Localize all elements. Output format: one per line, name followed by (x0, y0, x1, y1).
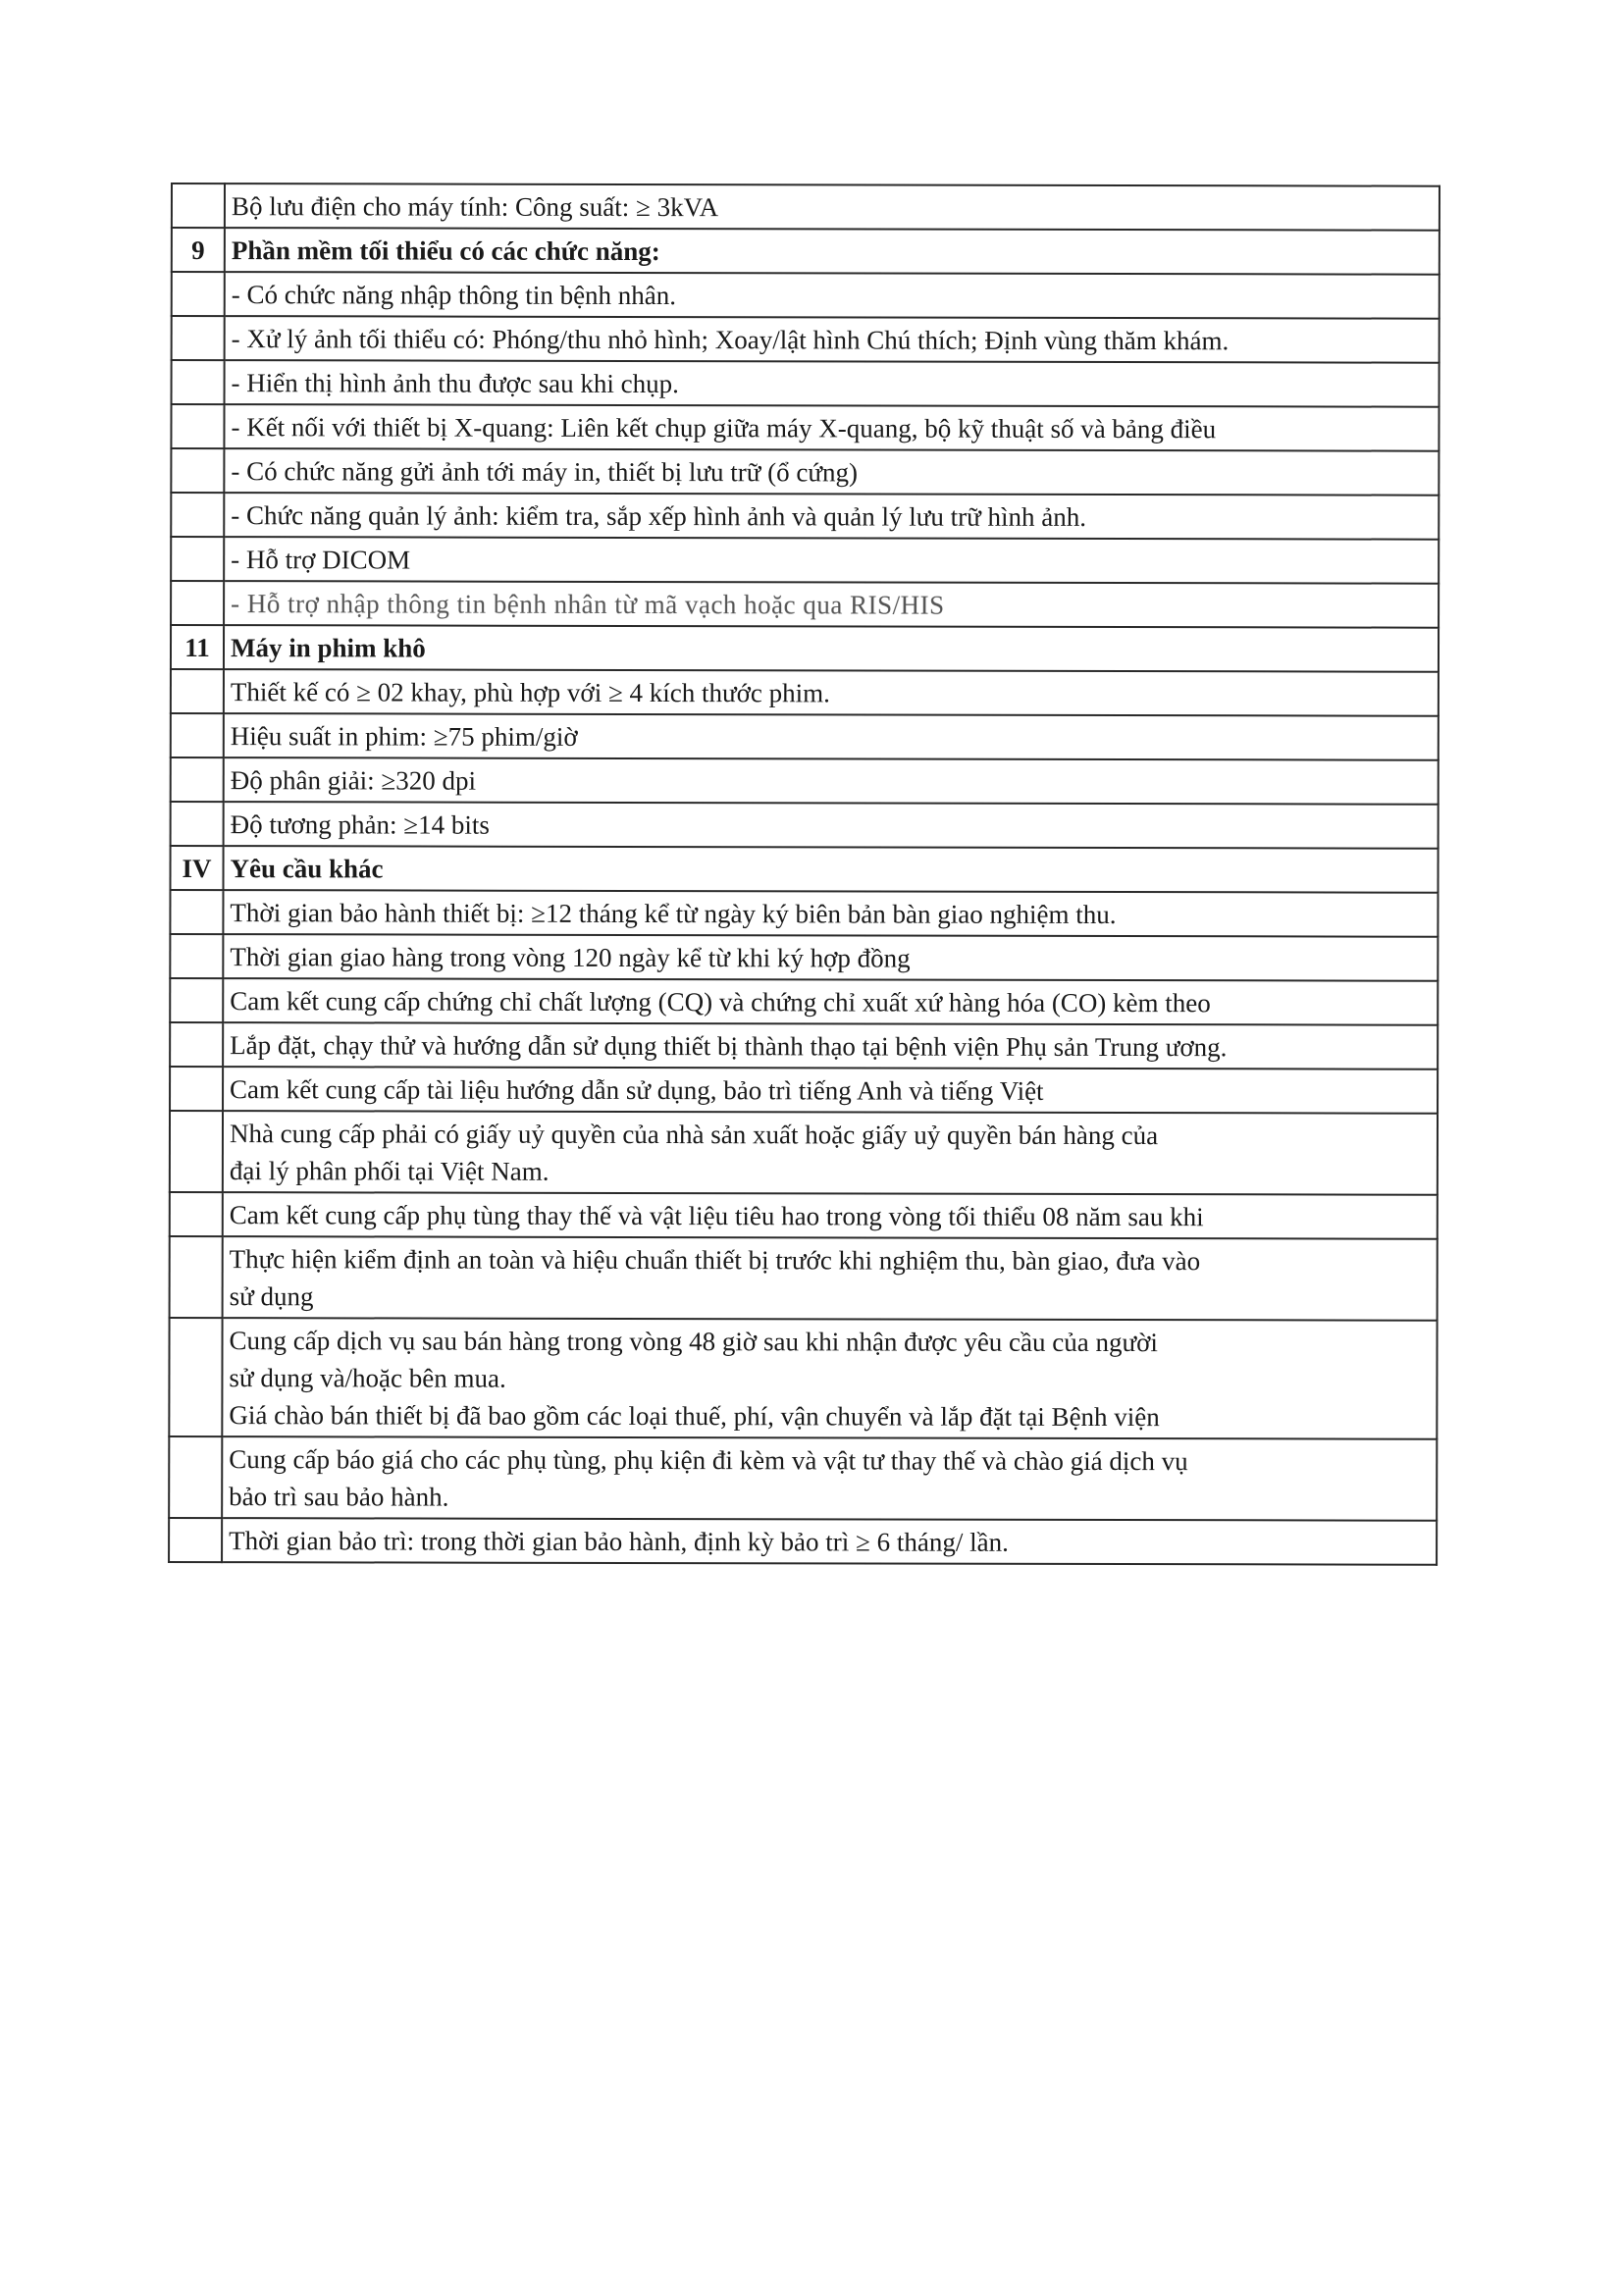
requirement-text-line: Thời gian bảo hành thiết bị: ≥12 tháng kể từ ngày ký biên bản bàn giao nghiệm thu. (230, 898, 1117, 930)
row-number-cell (169, 1436, 222, 1518)
section-heading-cell (225, 228, 1440, 275)
requirement-cell (223, 1192, 1438, 1239)
row-number-cell: 9 (172, 228, 225, 272)
row-number-cell (171, 802, 224, 846)
requirement-cell (224, 713, 1439, 760)
table-row (170, 934, 1438, 981)
specification-table-body (169, 183, 1440, 1565)
requirement-text-line: Thực hiện kiểm định an toàn và hiệu chuẩn thiết bị trước khi nghiệm thu, bàn giao, đưa vào (229, 1244, 1201, 1277)
row-number-cell (171, 669, 224, 713)
table-row (171, 448, 1439, 496)
row-number-cell: IV (170, 846, 223, 890)
requirement-text-line: - Kết nối với thiết bị X-quang: Liên kết chụp giữa máy X-quang, bộ kỹ thuật số và bảng điều (231, 412, 1217, 444)
requirement-text-line: Thời gian giao hàng trong vòng 120 ngày kể từ khi ký hợp đồng (230, 942, 911, 973)
row-number-cell (170, 1192, 223, 1236)
section-heading-cell (223, 846, 1438, 893)
requirement-cell (224, 802, 1439, 849)
requirement-text-line: Phần mềm tối thiểu có các chức năng: (231, 235, 660, 267)
requirement-text-line: Giá chào bán thiết bị đã bao gồm các loại thuế, phí, vận chuyển và lắp đặt tại Bệnh viện (229, 1400, 1160, 1433)
table-row (170, 1022, 1438, 1070)
row-number-cell (171, 404, 224, 448)
table-row (170, 1111, 1438, 1195)
table-row (172, 183, 1440, 231)
requirement-text-line: Thiết kế có ≥ 02 khay, phù hợp với ≥ 4 kích thước phim. (230, 677, 830, 708)
requirement-text-line: bảo trì sau bảo hành. (229, 1482, 449, 1512)
table-row (171, 581, 1439, 628)
requirement-cell (224, 581, 1439, 628)
requirement-cell (223, 934, 1438, 981)
row-number-cell (170, 1236, 223, 1318)
requirement-text-line: - Xử lý ảnh tối thiểu có: Phóng/thu nhỏ hình; Xoay/lật hình Chú thích; Định vùng thăm khám. (231, 324, 1230, 356)
requirement-cell (224, 448, 1439, 496)
requirement-cell (224, 404, 1439, 451)
requirement-text-line: sử dụng (229, 1281, 314, 1312)
row-number-cell (171, 757, 224, 802)
table-row (171, 669, 1439, 716)
row-number-cell (171, 448, 224, 493)
row-number-cell (169, 1518, 222, 1562)
requirement-cell (223, 890, 1438, 937)
requirement-cell (223, 1022, 1438, 1070)
row-number-cell (170, 1022, 223, 1067)
table-row (171, 625, 1439, 672)
table-row (171, 537, 1439, 584)
requirement-cell (224, 669, 1439, 716)
row-number-cell (172, 183, 225, 228)
specification-table (168, 183, 1440, 1566)
row-number-cell (169, 1318, 222, 1436)
requirement-cell (223, 1111, 1438, 1195)
row-number-cell (171, 537, 224, 581)
requirement-text-line: - Hiển thị hình ảnh thu được sau khi chụp. (231, 368, 679, 399)
table-row (170, 978, 1438, 1025)
row-number-cell (172, 316, 225, 360)
requirement-text-line: Nhà cung cấp phải có giấy uỷ quyền của nhà sản xuất hoặc giấy uỷ quyền bán hàng của (229, 1119, 1159, 1151)
table-row (170, 890, 1438, 937)
table-row (171, 404, 1439, 451)
requirement-cell (223, 978, 1438, 1025)
requirement-text-line: Lắp đặt, chạy thử và hướng dẫn sử dụng thiết bị thành thạo tại bệnh viện Phụ sản Trung ương. (230, 1030, 1228, 1063)
table-row (171, 802, 1439, 849)
requirement-text-line: Bộ lưu điện cho máy tính: Công suất: ≥ 3kVA (231, 191, 719, 223)
requirement-text-line: Hiệu suất in phim: ≥75 phim/giờ (230, 721, 578, 752)
requirement-cell (224, 493, 1439, 540)
requirement-cell (225, 183, 1440, 231)
table-row (169, 1436, 1437, 1521)
requirement-cell (225, 316, 1440, 363)
requirement-text-line: Cung cấp dịch vụ sau bán hàng trong vòng 48 giờ sau khi nhận được yêu cầu của người (229, 1326, 1158, 1358)
requirement-text-line: Độ phân giải: ≥320 dpi (230, 765, 477, 796)
row-number-cell (170, 890, 223, 934)
requirement-text-line: đại lý phân phối tại Việt Nam. (229, 1156, 550, 1186)
requirement-text-line: Yêu cầu khác (230, 854, 384, 884)
requirement-text-line: Cam kết cung cấp chứng chỉ chất lượng (CQ) và chứng chỉ xuất xứ hàng hóa (CO) kèm theo (230, 986, 1211, 1018)
requirement-text-line: - Có chức năng nhập thông tin bệnh nhân. (231, 280, 677, 311)
row-number-cell (170, 1111, 223, 1192)
table-row (169, 1518, 1437, 1565)
table-row (171, 493, 1439, 540)
row-number-cell (170, 934, 223, 978)
requirement-text-line: sử dụng và/hoặc bên mua. (229, 1363, 506, 1393)
requirement-cell (223, 1236, 1438, 1321)
row-number-cell (171, 713, 224, 757)
requirement-cell (225, 360, 1440, 407)
row-number-cell (172, 272, 225, 316)
table-row (170, 1067, 1438, 1114)
table-row (169, 1318, 1437, 1439)
requirement-text-line: Cam kết cung cấp tài liệu hướng dẫn sử dụng, bảo trì tiếng Anh và tiếng Việt (230, 1074, 1044, 1106)
requirement-text-line: Máy in phim khô (230, 633, 426, 663)
requirement-text-line: Cung cấp báo giá cho các phụ tùng, phụ kiện đi kèm và vật tư thay thế và chào giá dịch vụ (229, 1444, 1188, 1477)
requirement-cell (224, 537, 1439, 584)
table-row (171, 713, 1439, 760)
table-row (171, 757, 1439, 805)
requirement-cell (222, 1518, 1437, 1565)
table-row (170, 846, 1438, 893)
requirement-text-line: Độ tương phản: ≥14 bits (230, 809, 490, 840)
requirement-cell (222, 1318, 1437, 1439)
requirement-text-line: - Hỗ trợ nhập thông tin bệnh nhân từ mã vạch hoặc qua RIS/HIS (231, 589, 945, 620)
requirement-text-line: Cam kết cung cấp phụ tùng thay thế và vật liệu tiêu hao trong vòng tối thiểu 08 năm sau khi (229, 1200, 1204, 1232)
row-number-cell (172, 360, 225, 404)
table-row (170, 1236, 1438, 1321)
requirement-cell (222, 1436, 1437, 1521)
requirement-text-line: Thời gian bảo trì: trong thời gian bảo hành, định kỳ bảo trì ≥ 6 tháng/ lần. (229, 1526, 1009, 1557)
row-number-cell (170, 1067, 223, 1111)
row-number-cell (170, 978, 223, 1022)
table-row (172, 272, 1440, 319)
table-row (172, 360, 1440, 407)
requirement-text-line: - Hỗ trợ DICOM (231, 545, 411, 575)
row-number-cell (171, 493, 224, 537)
table-row (172, 316, 1440, 363)
requirement-text-line: - Có chức năng gửi ảnh tới máy in, thiết bị lưu trữ (ổ cứng) (231, 456, 858, 488)
requirement-cell (223, 1067, 1438, 1114)
requirement-text-line: - Chức năng quản lý ảnh: kiểm tra, sắp xếp hình ảnh và quản lý lưu trữ hình ảnh. (231, 500, 1087, 532)
row-number-cell (171, 581, 224, 625)
table-row (170, 1192, 1438, 1239)
requirement-cell (225, 272, 1440, 319)
section-heading-cell (224, 625, 1439, 672)
table-row (172, 228, 1440, 275)
requirement-cell (224, 757, 1439, 805)
row-number-cell: 11 (171, 625, 224, 669)
